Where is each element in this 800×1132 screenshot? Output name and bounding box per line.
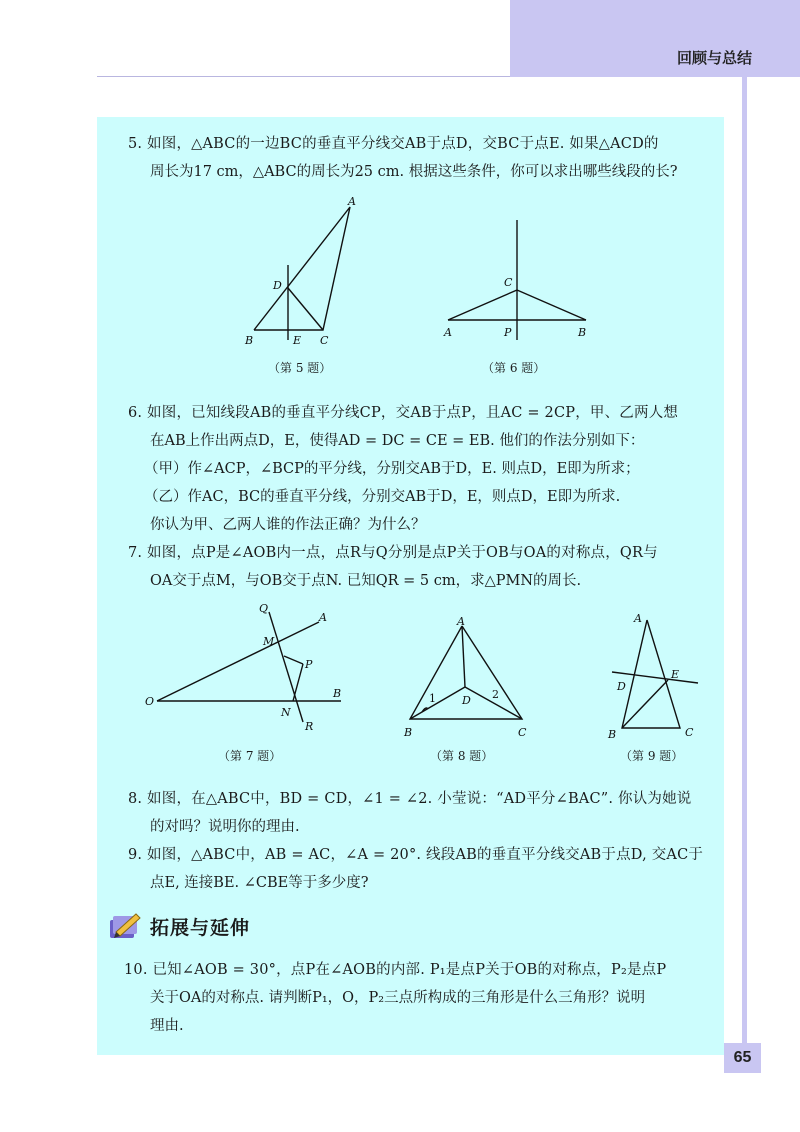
problem-10-line-2: 关于OA的对称点. 请判断P₁，O，P₂三点所构成的三角形是什么三角形？说明 bbox=[150, 990, 646, 1006]
label-a: A bbox=[348, 195, 356, 208]
figure-7-caption: （第 7 题） bbox=[218, 749, 282, 763]
figure-8-caption: （第 8 题） bbox=[430, 749, 494, 763]
page-number: 65 bbox=[724, 1043, 761, 1073]
label-c: C bbox=[504, 276, 513, 289]
figure-5-diagram bbox=[240, 195, 370, 355]
label-d: D bbox=[617, 680, 626, 693]
label-a: A bbox=[319, 611, 327, 624]
figure-9-diagram bbox=[600, 610, 710, 740]
chapter-header-tab bbox=[510, 0, 800, 77]
problem-7-line-2: OA交于点M，与OB交于点N. 已知QR = 5 cm，求△PMN的周长. bbox=[150, 573, 582, 589]
label-a: A bbox=[634, 612, 642, 625]
figure-8 bbox=[398, 612, 538, 746]
problem-9-line-2: 点E, 连接BE. ∠CBE等于多少度? bbox=[150, 875, 369, 891]
problem-9-line-1: 9. 如图，△ABC中，AB = AC，∠A = 20°. 线段AB的垂直平分线交AB于点D, 交AC于 bbox=[128, 847, 704, 863]
segment-mp bbox=[284, 656, 303, 664]
label-angle-1: 1 bbox=[429, 692, 436, 705]
label-r: R bbox=[305, 720, 314, 733]
header-rule bbox=[97, 76, 510, 77]
segment-be bbox=[622, 680, 668, 728]
label-m: M bbox=[263, 635, 275, 648]
ray-oa bbox=[157, 622, 319, 701]
chapter-section-title: 回顾与总结 bbox=[676, 49, 752, 67]
label-p: P bbox=[305, 658, 313, 671]
label-n: N bbox=[281, 706, 291, 719]
pencil-book-icon bbox=[108, 910, 144, 942]
label-q: Q bbox=[259, 602, 269, 615]
problem-6-line-4: （乙）作AC，BC的垂直平分线，分别交AB于D，E，则点D，E即为所求. bbox=[144, 489, 621, 505]
figure-7 bbox=[143, 598, 353, 742]
label-o: O bbox=[145, 695, 155, 708]
section-heading bbox=[108, 906, 250, 946]
problem-10-line-3: 理由. bbox=[150, 1018, 184, 1034]
label-c: C bbox=[518, 726, 527, 739]
problem-10-line-1: 10. 已知∠AOB = 30°，点P在∠AOB的内部. P₁是点P关于OB的对称点，P₂是点P bbox=[124, 962, 667, 978]
figure-5 bbox=[240, 195, 370, 359]
label-e: E bbox=[293, 334, 302, 347]
problem-7-line-1: 7. 如图，点P是∠AOB内一点，点R与Q分别是点P关于OB与OA的对称点，QR与 bbox=[128, 545, 658, 561]
triangle-abc bbox=[254, 207, 350, 330]
problem-6-line-1: 6. 如图，已知线段AB的垂直平分线CP，交AB于点P，且AC = 2CP，甲、乙两人想 bbox=[128, 405, 679, 421]
problem-8-line-2: 的对吗？说明你的理由. bbox=[150, 819, 300, 835]
section-title: 拓展与延伸 bbox=[150, 916, 251, 939]
label-e: E bbox=[671, 668, 680, 681]
label-a: A bbox=[444, 326, 452, 339]
problem-5-line-2: 周长为17 cm，△ABC的周长为25 cm. 根据这些条件，你可以求出哪些线段的长? bbox=[150, 164, 678, 180]
segment-dc bbox=[288, 288, 323, 330]
label-b: B bbox=[578, 326, 587, 339]
problem-6-line-5: 你认为甲、乙两人谁的作法正确？为什么？ bbox=[150, 517, 426, 533]
problem-5-line-1: 5. 如图，△ABC的一边BC的垂直平分线交AB于点D，交BC于点E. 如果△ACD的 bbox=[128, 136, 659, 152]
label-b: B bbox=[404, 726, 413, 739]
figure-6-diagram bbox=[440, 218, 600, 348]
side-margin-bar bbox=[742, 77, 747, 1043]
label-b: B bbox=[333, 687, 342, 700]
figure-6-caption: （第 6 题） bbox=[482, 361, 546, 375]
problem-6-line-3: （甲）作∠ACP，∠BCP的平分线，分别交AB于D，E. 则点D，E即为所求； bbox=[144, 461, 640, 477]
figure-9 bbox=[600, 610, 710, 744]
figure-6 bbox=[440, 218, 600, 352]
label-d: D bbox=[273, 279, 282, 292]
figure-7-diagram bbox=[143, 598, 353, 738]
label-b: B bbox=[245, 334, 254, 347]
figure-5-caption: （第 5 题） bbox=[268, 361, 332, 375]
label-b: B bbox=[608, 728, 617, 741]
segment-ac bbox=[448, 290, 517, 320]
label-d: D bbox=[462, 694, 471, 707]
label-a: A bbox=[457, 615, 465, 628]
label-p: P bbox=[504, 326, 512, 339]
figure-8-diagram bbox=[398, 612, 538, 742]
segment-ad bbox=[462, 626, 465, 687]
label-angle-2: 2 bbox=[492, 688, 499, 701]
label-c: C bbox=[320, 334, 329, 347]
label-c: C bbox=[685, 726, 694, 739]
problem-6-line-2: 在AB上作出两点D，E，使得AD = DC = CE = EB. 他们的作法分别如下： bbox=[150, 433, 645, 449]
segment-pn bbox=[293, 664, 303, 701]
segment-cb bbox=[517, 290, 586, 320]
figure-9-caption: （第 9 题） bbox=[620, 749, 684, 763]
problem-8-line-1: 8. 如图，在△ABC中，BD = CD，∠1 = ∠2. 小莹说：“AD平分∠BAC”. 你认为她说 bbox=[128, 791, 692, 807]
